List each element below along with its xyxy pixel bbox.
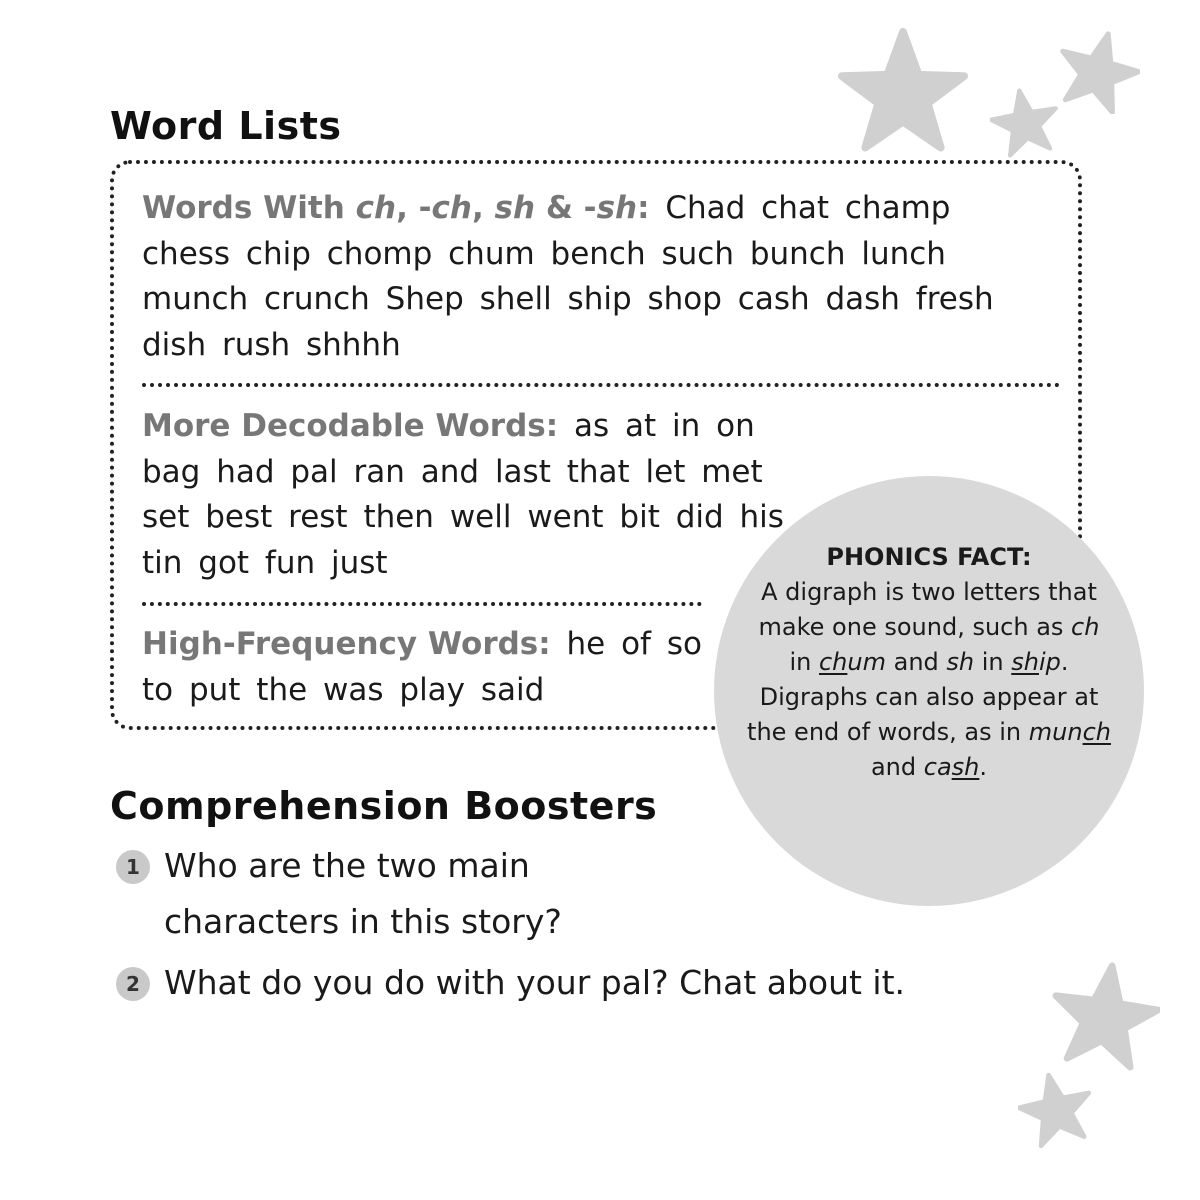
star-icon — [1018, 1072, 1094, 1148]
high-frequency-words-list — [142, 622, 702, 713]
high-frequency-words-label: High-Frequency Words: — [142, 626, 551, 662]
phonics-fact-heading: PHONICS FACT: — [826, 543, 1032, 571]
question-item — [116, 955, 1116, 1011]
question-number-badge: 1 — [116, 850, 150, 884]
star-icon — [838, 28, 968, 158]
divider — [142, 602, 702, 606]
question-text: Who are the two main characters in this story? — [164, 846, 562, 941]
digraph-words: Chad chat champ chess chip chomp chum bench such bunch lunch munch crunch Shep shell ship shop cash dash fresh dish rush shhhh — [142, 190, 994, 363]
star-icon — [990, 88, 1060, 158]
question-number-badge: 2 — [116, 967, 150, 1001]
decodable-words-label: More Decodable Words: — [142, 408, 559, 444]
digraph-words-list — [142, 186, 1042, 368]
question-item — [116, 838, 676, 950]
decodable-words: as at in on bag had pal ran and last that let met set best rest then well went bit did his tin got fun just — [142, 408, 784, 581]
star-icon — [1056, 30, 1140, 114]
phonics-fact-text: PHONICS FACT: A digraph is two letters that make one sound, such as ch in chum and sh in ship. Digraphs can also appear at the end of words, as in munch and cash. — [744, 540, 1114, 785]
question-text: What do you do with your pal? Chat about it. — [164, 963, 906, 1002]
comprehension-title: Comprehension Boosters — [110, 784, 658, 828]
high-frequency-words: he of so to put the was play said — [142, 626, 702, 708]
divider — [142, 383, 1060, 387]
decodable-words-list — [142, 404, 822, 586]
word-lists-title: Word Lists — [110, 104, 342, 148]
digraph-words-label: Words With ch, -ch, sh & -sh: — [142, 190, 650, 226]
